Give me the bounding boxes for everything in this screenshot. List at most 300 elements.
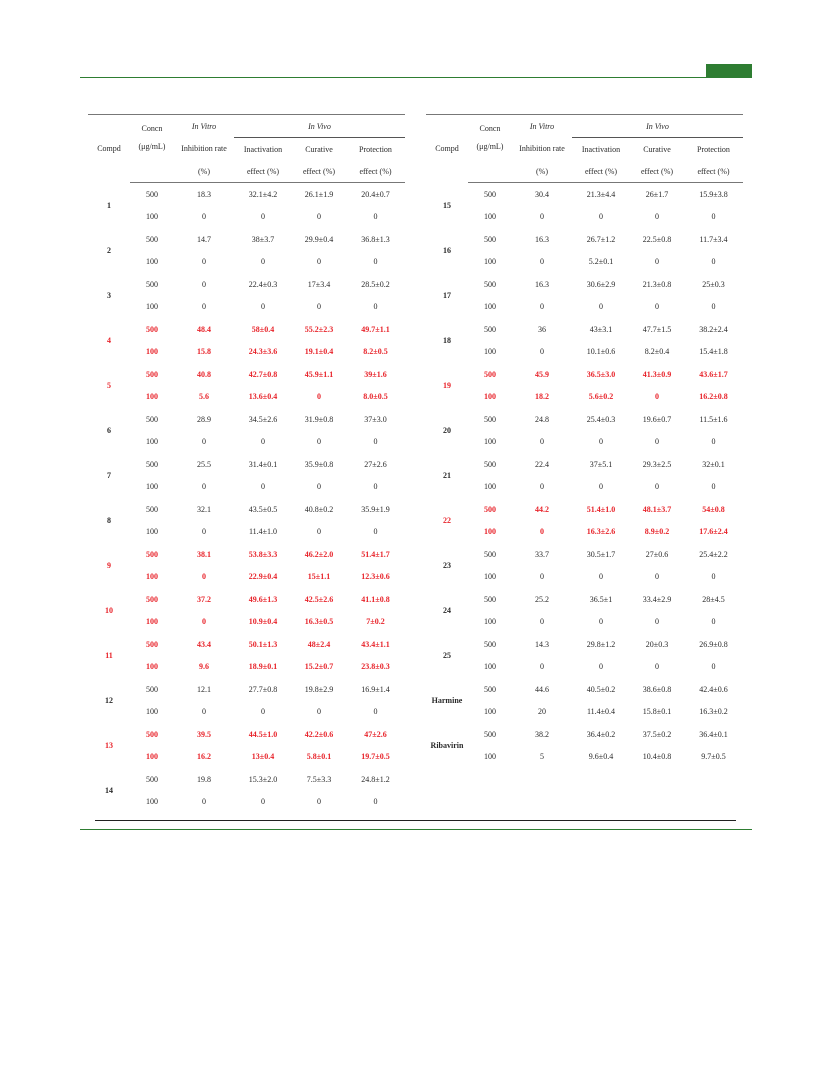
value-cell: 500 (484, 549, 496, 559)
table-row (426, 476, 743, 499)
value-cell: 100 (484, 707, 496, 717)
compd-cell: 7 (107, 471, 111, 480)
value-cell: 30.5±1.7 (586, 549, 616, 559)
value-cell: 100 (146, 662, 158, 672)
value-cell: 36 (538, 324, 546, 334)
value-cell: 0 (202, 707, 206, 717)
compd-cell: 16 (443, 246, 451, 255)
value-cell: 100 (146, 707, 158, 717)
value-cell: 30.4 (535, 189, 549, 199)
compd-cell: 23 (443, 561, 451, 570)
value-cell: 0 (540, 257, 544, 267)
value-cell: 37.5±0.2 (642, 729, 672, 739)
table-row (426, 611, 743, 634)
value-cell: 42.4±0.6 (699, 684, 728, 694)
value-cell: 0 (655, 662, 659, 672)
compd-cell: 11 (105, 651, 113, 660)
value-cell: 500 (146, 369, 158, 379)
value-cell: 500 (146, 504, 158, 514)
value-cell: 15.4±1.8 (699, 347, 728, 357)
table-row (426, 678, 743, 701)
value-cell: 0 (540, 437, 544, 447)
table-row (88, 723, 405, 746)
value-cell: 19.8 (197, 774, 211, 784)
table-row (88, 588, 405, 611)
compd-cell: 25 (443, 651, 451, 660)
value-cell: 500 (146, 234, 158, 244)
value-cell: 0 (202, 617, 206, 627)
value-cell: 28.9 (197, 414, 211, 424)
value-cell: 100 (146, 437, 158, 447)
value-cell: 100 (484, 617, 496, 627)
value-cell: 100 (484, 392, 496, 402)
value-cell: 13±0.4 (251, 752, 275, 762)
value-cell: 0 (202, 212, 206, 222)
compd-cell: Harmine (431, 696, 463, 705)
value-cell: 22.9±0.4 (248, 572, 278, 582)
value-cell: 0 (540, 617, 544, 627)
inhibition-header: Inhibition rate (519, 144, 565, 154)
value-cell: 500 (484, 639, 496, 649)
value-cell: 0 (261, 482, 265, 492)
table-row (426, 723, 743, 746)
value-cell: 21.3±0.8 (642, 279, 672, 289)
value-cell: 47±2.6 (364, 729, 387, 739)
value-cell: 46.2±2.0 (304, 549, 334, 559)
value-cell: 36.5±3.0 (586, 369, 616, 379)
table-row (426, 701, 743, 724)
value-cell: 0 (202, 257, 206, 267)
value-cell: 44.5±1.0 (248, 729, 278, 739)
table-row (88, 521, 405, 544)
value-cell: 31.9±0.8 (304, 414, 334, 424)
value-cell: 500 (146, 279, 158, 289)
value-cell: 0 (261, 707, 265, 717)
value-cell: 14.3 (535, 639, 549, 649)
value-cell: 38±3.7 (251, 234, 275, 244)
value-cell: 45.9±1.1 (304, 369, 334, 379)
value-cell: 500 (484, 369, 496, 379)
value-cell: 51.4±1.0 (586, 504, 616, 514)
value-cell: 0 (655, 212, 659, 222)
value-cell: 0 (540, 482, 544, 492)
value-cell: 17.6±2.4 (699, 527, 728, 537)
value-cell: 0 (373, 212, 378, 222)
value-cell: 0 (599, 302, 603, 312)
value-cell: 0 (202, 572, 206, 582)
compd-cell: 13 (105, 741, 113, 750)
value-cell: 29.8±1.2 (586, 639, 616, 649)
value-cell: 26.1±1.9 (304, 189, 334, 199)
value-cell: 0 (540, 347, 544, 357)
value-cell: 0 (317, 302, 321, 312)
value-cell: 0 (317, 797, 321, 807)
value-cell: 500 (146, 594, 158, 604)
value-cell: 48±2.4 (307, 639, 331, 649)
compd-cell: Ribavirin (430, 741, 464, 750)
value-cell: 100 (146, 302, 158, 312)
compd-cell: 6 (107, 426, 111, 435)
value-cell: 38.2±2.4 (699, 324, 728, 334)
compd-cell: 12 (105, 696, 113, 705)
value-cell: 500 (484, 504, 496, 514)
value-cell: 36.8±1.3 (361, 234, 390, 244)
value-cell: 37±3.0 (364, 414, 387, 424)
value-cell: 16.3±0.2 (699, 707, 728, 717)
value-cell: 28±4.5 (702, 594, 725, 604)
value-cell: 500 (146, 189, 158, 199)
value-cell: 16.2±0.8 (699, 392, 728, 402)
value-cell: 0 (373, 707, 378, 717)
value-cell: 15±1.1 (307, 572, 331, 582)
value-cell: 15.2±0.7 (304, 662, 334, 672)
value-cell: 0 (599, 617, 603, 627)
value-cell: 37±5.1 (589, 459, 613, 469)
value-cell: 40.8±0.2 (304, 504, 334, 514)
data-table (426, 114, 743, 768)
value-cell: 0 (711, 212, 716, 222)
table-row (88, 543, 405, 566)
value-cell: 49.7±1.1 (361, 324, 390, 334)
table-row (88, 228, 405, 251)
table-row (426, 521, 743, 544)
value-cell: 9.6±0.4 (588, 752, 614, 762)
value-cell: 0 (599, 572, 603, 582)
table-row (88, 768, 405, 791)
protection-header: Protection (697, 144, 730, 154)
value-cell: 53.8±3.3 (248, 549, 278, 559)
value-cell: 42.7±0.8 (248, 369, 278, 379)
value-cell: 0 (655, 392, 659, 402)
value-cell: 0 (599, 482, 603, 492)
value-cell: 24.8±1.2 (361, 774, 390, 784)
value-cell: 8.0±0.5 (363, 392, 388, 402)
value-cell: 500 (484, 234, 496, 244)
value-cell: 43.4 (197, 639, 211, 649)
value-cell: 26.9±0.8 (699, 639, 728, 649)
value-cell: 0 (202, 797, 206, 807)
value-cell: 0 (373, 257, 378, 267)
table-row (88, 363, 405, 386)
value-cell: 16.3 (535, 234, 549, 244)
value-cell: 15.9±3.8 (699, 189, 728, 199)
value-cell: 0 (711, 617, 716, 627)
value-cell: 0 (202, 482, 206, 492)
value-cell: 100 (146, 347, 158, 357)
value-cell: 23.8±0.3 (361, 662, 390, 672)
value-cell: 0 (317, 212, 321, 222)
value-cell: 0 (599, 212, 603, 222)
table-row (426, 296, 743, 319)
value-cell: 18.3 (197, 189, 211, 199)
value-cell: 0 (373, 527, 378, 537)
value-cell: 17±3.4 (307, 279, 331, 289)
value-cell: 0 (711, 257, 716, 267)
value-cell: 0 (655, 482, 659, 492)
compd-cell: 17 (443, 291, 451, 300)
value-cell: 19.1±0.4 (304, 347, 334, 357)
value-cell: 100 (484, 437, 496, 447)
value-cell: 44.2 (535, 504, 549, 514)
value-cell: 27.7±0.8 (248, 684, 278, 694)
value-cell: 35.9±1.9 (361, 504, 390, 514)
value-cell: 26.7±1.2 (586, 234, 616, 244)
value-cell: 43.5±0.5 (248, 504, 278, 514)
value-cell: 21.3±4.4 (586, 189, 616, 199)
table-row (426, 633, 743, 656)
value-cell: 39±1.6 (364, 369, 387, 379)
value-cell: 0 (373, 437, 378, 447)
value-cell: 5.6±0.2 (588, 392, 614, 402)
value-cell: 16.2 (197, 752, 211, 762)
value-cell: 500 (484, 279, 496, 289)
value-cell: 43±3.1 (589, 324, 613, 334)
value-cell: 36.5±1 (589, 594, 613, 604)
value-cell: 100 (484, 527, 496, 537)
value-cell: 0 (655, 257, 659, 267)
inactivation-unit: effect (%) (234, 160, 292, 183)
value-cell: 0 (711, 572, 716, 582)
value-cell: 0 (599, 437, 603, 447)
value-cell: 500 (484, 189, 496, 199)
value-cell: 500 (484, 684, 496, 694)
value-cell: 20.4±0.7 (361, 189, 390, 199)
table-row (88, 611, 405, 634)
value-cell: 0 (261, 437, 265, 447)
activity-table-right (426, 114, 743, 768)
value-cell: 5.6 (199, 392, 209, 402)
value-cell: 500 (146, 459, 158, 469)
value-cell: 0 (711, 662, 716, 672)
table-row (88, 408, 405, 431)
table-row (88, 566, 405, 589)
value-cell: 500 (484, 414, 496, 424)
value-cell: 20±0.3 (645, 639, 669, 649)
value-cell: 7±0.2 (366, 617, 385, 627)
value-cell: 29.3±2.5 (642, 459, 672, 469)
table-row (88, 273, 405, 296)
table-row (88, 476, 405, 499)
value-cell: 0 (317, 527, 321, 537)
table-row (88, 498, 405, 521)
table-row (88, 386, 405, 409)
value-cell: 54±0.8 (702, 504, 725, 514)
value-cell: 0 (261, 797, 265, 807)
value-cell: 31.4±0.1 (248, 459, 278, 469)
value-cell: 500 (146, 774, 158, 784)
value-cell: 0 (202, 279, 206, 289)
value-cell: 27±0.6 (645, 549, 669, 559)
value-cell: 22.4 (535, 459, 549, 469)
value-cell: 500 (484, 459, 496, 469)
value-cell: 19.8±2.9 (304, 684, 334, 694)
value-cell: 38.6±0.8 (642, 684, 672, 694)
value-cell: 25.4±2.2 (699, 549, 728, 559)
table-row (88, 183, 405, 206)
value-cell: 29.9±0.4 (304, 234, 334, 244)
value-cell: 43.6±1.7 (699, 369, 728, 379)
value-cell: 0 (261, 257, 265, 267)
value-cell: 0 (540, 212, 544, 222)
value-cell: 43.4±1.1 (361, 639, 390, 649)
table-row (426, 228, 743, 251)
table-row (426, 746, 743, 769)
value-cell: 37.2 (197, 594, 211, 604)
protection-unit: effect (%) (684, 160, 743, 183)
value-cell: 44.6 (535, 684, 549, 694)
table-row (426, 318, 743, 341)
compd-cell: 20 (443, 426, 451, 435)
value-cell: 100 (484, 347, 496, 357)
table-row (426, 408, 743, 431)
value-cell: 100 (146, 572, 158, 582)
footer-rule (80, 829, 752, 830)
table-row (88, 206, 405, 229)
value-cell: 25±0.3 (702, 279, 725, 289)
value-cell: 100 (484, 572, 496, 582)
table-row (88, 341, 405, 364)
value-cell: 15.3±2.0 (248, 774, 278, 784)
value-cell: 39.5 (197, 729, 211, 739)
value-cell: 38.1 (197, 549, 211, 559)
value-cell: 0 (373, 797, 378, 807)
curative-header: Curative (305, 144, 333, 154)
value-cell: 11.5±1.6 (699, 414, 728, 424)
value-cell: 0 (261, 212, 265, 222)
value-cell: 20 (538, 707, 546, 717)
table-row (88, 318, 405, 341)
value-cell: 500 (146, 684, 158, 694)
table-body (88, 183, 405, 814)
value-cell: 100 (484, 257, 496, 267)
value-cell: 500 (146, 324, 158, 334)
compd-header: Compd (97, 144, 121, 154)
value-cell: 45.9 (535, 369, 549, 379)
table-row (88, 746, 405, 769)
value-cell: 100 (484, 662, 496, 672)
value-cell: 25.5 (197, 459, 211, 469)
header-accent-block (706, 64, 752, 78)
value-cell: 38.2 (535, 729, 549, 739)
value-cell: 0 (540, 662, 544, 672)
value-cell: 100 (146, 617, 158, 627)
in-vivo-header: In Vivo (572, 115, 743, 138)
value-cell: 27±2.6 (364, 459, 387, 469)
value-cell: 0 (202, 437, 206, 447)
table-row (88, 633, 405, 656)
table-row (426, 363, 743, 386)
value-cell: 5.2±0.1 (588, 257, 614, 267)
value-cell: 500 (484, 594, 496, 604)
value-cell: 30.6±2.9 (586, 279, 616, 289)
value-cell: 19.7±0.5 (361, 752, 390, 762)
activity-table-left (88, 114, 405, 813)
value-cell: 0 (655, 617, 659, 627)
value-cell: 10.4±0.8 (642, 752, 672, 762)
value-cell: 47.7±1.5 (642, 324, 672, 334)
table-row (88, 453, 405, 476)
value-cell: 8.2±0.4 (644, 347, 670, 357)
value-cell: 7.5±3.3 (306, 774, 332, 784)
value-cell: 500 (146, 414, 158, 424)
compd-cell: 19 (443, 381, 451, 390)
inactivation-header: Inactivation (581, 144, 621, 154)
value-cell: 11.4±0.4 (586, 707, 616, 717)
table-row (88, 791, 405, 814)
table-row (426, 273, 743, 296)
concn-header: Concn (μg/mL) (476, 124, 504, 151)
compd-cell: 24 (443, 606, 451, 615)
value-cell: 9.6 (199, 662, 209, 672)
protection-header: Protection (359, 144, 392, 154)
value-cell: 0 (711, 437, 716, 447)
value-cell: 19.6±0.7 (642, 414, 672, 424)
value-cell: 100 (484, 212, 496, 222)
value-cell: 0 (317, 257, 321, 267)
compd-cell: 10 (105, 606, 113, 615)
value-cell: 11.4±1.0 (248, 527, 278, 537)
value-cell: 100 (146, 527, 158, 537)
value-cell: 0 (711, 302, 716, 312)
table-row (88, 701, 405, 724)
value-cell: 28.5±0.2 (361, 279, 390, 289)
curative-unit: effect (%) (292, 160, 346, 183)
value-cell: 0 (261, 302, 265, 312)
compd-cell: 4 (107, 336, 111, 345)
value-cell: 16.9±1.4 (361, 684, 390, 694)
value-cell: 0 (599, 662, 603, 672)
value-cell: 25.2 (535, 594, 549, 604)
table-row (426, 543, 743, 566)
table-row (426, 498, 743, 521)
table-row (426, 431, 743, 454)
value-cell: 5 (540, 752, 544, 762)
value-cell: 36.4±0.1 (699, 729, 728, 739)
in-vitro-header: In Vitro (529, 121, 555, 131)
curative-unit: effect (%) (630, 160, 684, 183)
value-cell: 9.7±0.5 (701, 752, 726, 762)
value-cell: 48.4 (197, 324, 211, 334)
value-cell: 14.7 (197, 234, 211, 244)
value-cell: 33.4±2.9 (642, 594, 672, 604)
inhibition-header: Inhibition rate (181, 144, 227, 154)
compd-cell: 8 (107, 516, 111, 525)
value-cell: 41.3±0.9 (642, 369, 672, 379)
curative-header: Curative (643, 144, 671, 154)
table-row (426, 588, 743, 611)
compd-cell: 5 (107, 381, 111, 390)
value-cell: 100 (146, 752, 158, 762)
value-cell: 0 (373, 302, 378, 312)
value-cell: 34.5±2.6 (248, 414, 278, 424)
value-cell: 32±0.1 (702, 459, 725, 469)
value-cell: 32.1 (197, 504, 211, 514)
value-cell: 500 (146, 729, 158, 739)
value-cell: 0 (655, 572, 659, 582)
value-cell: 24.3±3.6 (248, 347, 278, 357)
table-body (426, 183, 743, 769)
table-row (426, 453, 743, 476)
value-cell: 16.3 (535, 279, 549, 289)
value-cell: 500 (484, 729, 496, 739)
compd-cell: 1 (107, 200, 111, 210)
value-cell: 22.4±0.3 (248, 279, 278, 289)
value-cell: 0 (540, 527, 544, 537)
table-row (426, 386, 743, 409)
table-row (88, 296, 405, 319)
value-cell: 100 (146, 257, 158, 267)
data-table (88, 114, 405, 813)
